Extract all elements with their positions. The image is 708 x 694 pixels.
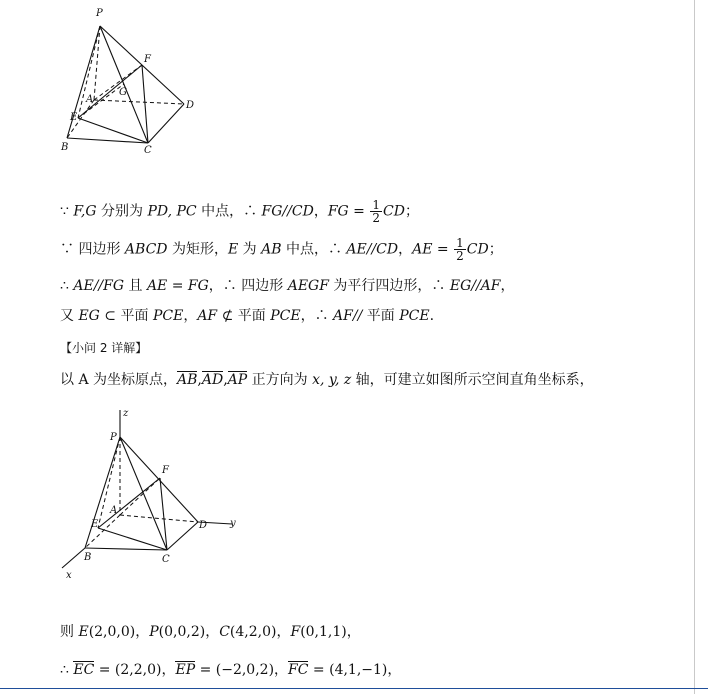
proof-line-2 <box>60 237 503 262</box>
text: 以 A 为坐标原点， <box>60 372 178 388</box>
text: 为 <box>238 241 262 258</box>
text: ⊄ 平面 <box>217 308 271 324</box>
math: CD <box>383 203 405 220</box>
label-B: B <box>61 142 69 153</box>
text: . <box>429 308 435 324</box>
label-x: x <box>66 570 72 581</box>
text: ，∴ <box>300 308 334 324</box>
label-A: A <box>110 505 118 516</box>
math: EG//AF <box>449 278 501 294</box>
text: ∵ <box>60 203 74 220</box>
math: AE <box>412 241 433 258</box>
math: C <box>219 624 230 640</box>
edge-EF <box>98 478 160 528</box>
vector-EP: EP <box>175 662 196 678</box>
page-bottom-rule <box>0 688 708 689</box>
text: (0,1,1) <box>300 624 347 640</box>
math: PCE <box>270 308 301 324</box>
text: ， <box>183 308 198 324</box>
edge-AF <box>120 478 160 515</box>
label-P: P <box>96 8 103 19</box>
edge-FC <box>160 478 167 550</box>
label-G: G <box>119 87 127 98</box>
edge-AD <box>94 100 184 104</box>
text: ， <box>398 241 413 258</box>
text: ， <box>346 624 361 640</box>
math: PCE <box>152 308 184 324</box>
numerator: 1 <box>456 236 464 250</box>
proof-line-4 <box>60 306 434 326</box>
text: , <box>197 372 202 388</box>
math: AE//FG <box>73 278 125 294</box>
text: ， <box>500 278 515 294</box>
fraction-one-half <box>370 199 382 224</box>
text: 轴，可建立如图所示空间直角坐标系， <box>351 372 594 388</box>
math: AE = FG <box>146 278 209 294</box>
text: = (4,1,−1)， <box>308 662 402 678</box>
text: (4,2,0) <box>229 624 277 640</box>
math: CD <box>466 241 489 258</box>
pyramid-figure-1 <box>0 0 260 160</box>
math: F <box>290 624 301 640</box>
axis-x <box>62 548 85 568</box>
text: (2,0,0) <box>88 624 136 640</box>
text: (0,0,2) <box>158 624 206 640</box>
page-right-rule <box>694 0 695 694</box>
edge-BC <box>85 548 167 550</box>
math: AB <box>261 241 282 258</box>
text: ⊂ 平面 <box>99 308 153 324</box>
vector-FC: FC <box>288 662 309 678</box>
text: 为矩形， <box>167 241 228 258</box>
math: EG <box>78 308 100 324</box>
text: 又 <box>60 308 79 324</box>
text: = <box>432 241 454 258</box>
section-heading: 【小问 2 详解】 <box>60 341 148 355</box>
math: AE//CD <box>346 241 399 258</box>
text: 正方向为 <box>247 372 313 388</box>
label-P: P <box>110 432 117 443</box>
text: = (−2,0,2)， <box>195 662 289 678</box>
text: 中点，∴ <box>281 241 347 258</box>
text: ∴ <box>60 278 74 294</box>
text: ； <box>404 203 419 220</box>
text: 为平行四边形，∴ <box>328 278 450 294</box>
vector-AD: AD <box>201 372 224 388</box>
label-E: E <box>70 112 78 123</box>
proof-line-3 <box>60 276 515 296</box>
text: = <box>348 203 370 220</box>
denominator: 2 <box>372 211 380 225</box>
label-y: y <box>230 518 236 529</box>
text: = (2,2,0)， <box>94 662 176 678</box>
math: AF <box>197 308 218 324</box>
edge-CD <box>148 104 184 143</box>
label-B: B <box>84 552 92 563</box>
math: FG//CD <box>261 203 314 220</box>
text: 且 <box>124 278 147 294</box>
text: 则 <box>60 624 79 640</box>
proof-line-6 <box>60 622 361 642</box>
label-F: F <box>144 54 151 65</box>
pyramid-figure-2 <box>0 400 260 600</box>
edge-CD <box>167 522 198 550</box>
edge-EF <box>78 65 142 118</box>
label-C: C <box>144 145 152 156</box>
label-A: A <box>86 94 94 105</box>
text: ， <box>135 624 150 640</box>
label-z: z <box>123 408 129 419</box>
vector-EC: EC <box>73 662 95 678</box>
proof-line-7 <box>60 660 401 680</box>
vector-AB: AB <box>177 372 198 388</box>
edge-EC <box>98 528 167 550</box>
math: x, y, z <box>312 372 352 388</box>
math: E <box>78 624 89 640</box>
denominator: 2 <box>456 249 464 263</box>
text: ∴ <box>60 662 74 678</box>
text: ，∴ 四边形 <box>208 278 288 294</box>
text: 分别为 <box>96 203 148 220</box>
text: ， <box>205 624 220 640</box>
label-D: D <box>199 520 208 531</box>
math: AF// <box>333 308 363 324</box>
math: PCE <box>399 308 430 324</box>
math: PD, PC <box>147 203 197 220</box>
fraction-one-half <box>454 237 466 262</box>
label-F: F <box>162 465 169 476</box>
math: FG <box>327 203 349 220</box>
label-D: D <box>186 100 195 111</box>
math: ABCD <box>124 241 168 258</box>
text: , <box>223 372 228 388</box>
text: ∵ 四边形 <box>60 241 125 258</box>
math: F,G <box>73 203 97 220</box>
vector-AP: AP <box>227 372 248 388</box>
text: ； <box>488 241 503 258</box>
math: E <box>227 241 239 258</box>
numerator: 1 <box>372 198 380 212</box>
math: AEGF <box>287 278 329 294</box>
text: 平面 <box>362 308 400 324</box>
label-C: C <box>162 554 170 565</box>
proof-line-5 <box>60 370 594 390</box>
proof-line-1 <box>60 199 419 224</box>
edge-AD <box>120 515 198 522</box>
text: ， <box>313 203 328 220</box>
text: ， <box>276 624 291 640</box>
math: P <box>149 624 159 640</box>
text: 中点，∴ <box>196 203 262 220</box>
label-E: E <box>91 519 99 530</box>
